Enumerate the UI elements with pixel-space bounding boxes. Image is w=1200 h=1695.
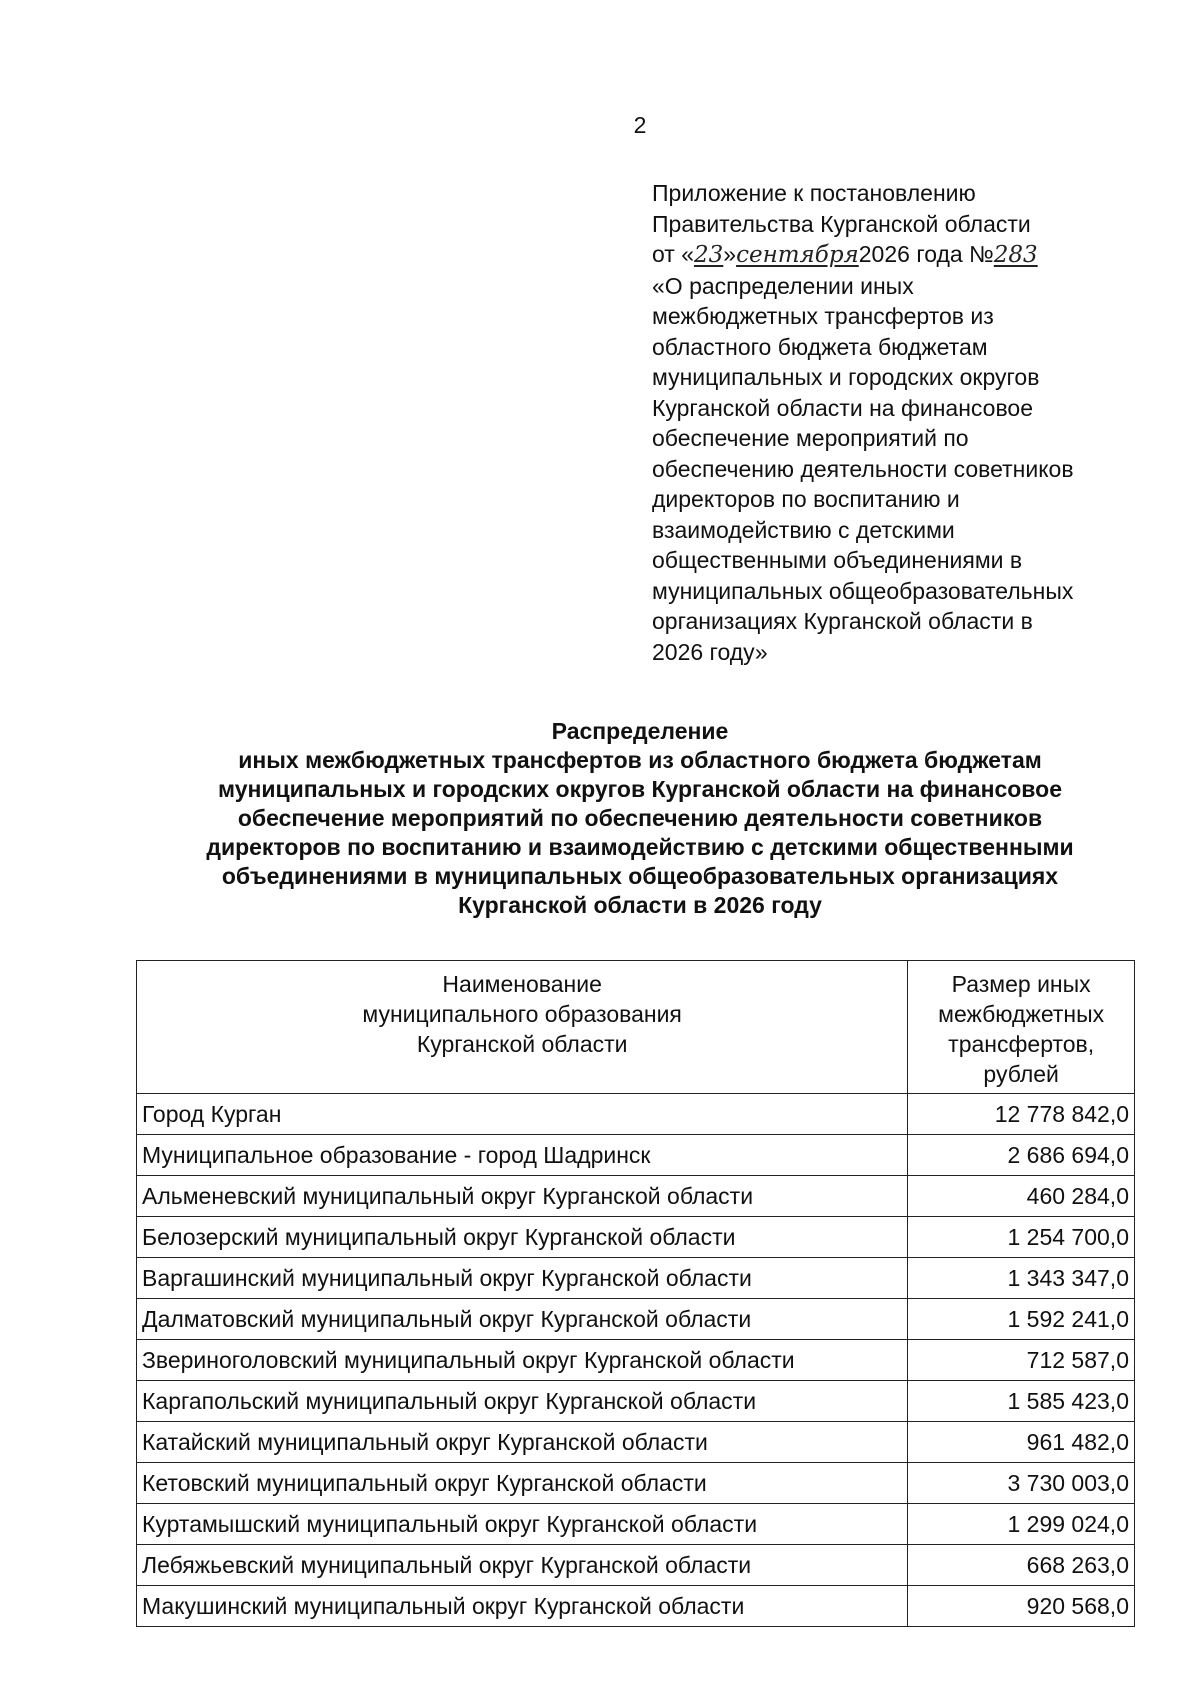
- date-mid: »: [723, 241, 737, 267]
- distribution-table: [136, 960, 1135, 1627]
- appendix-line: Приложение к постановлению: [652, 180, 976, 206]
- date-prefix: от «: [652, 241, 695, 267]
- table-row: [137, 1422, 1135, 1463]
- municipality-name: Муниципальное образование - город Шадринск: [137, 1135, 908, 1176]
- table-row: [137, 1504, 1135, 1545]
- header-line: трансфертов,: [948, 1031, 1095, 1057]
- municipality-name: Кетовский муниципальный округ Курганской области: [137, 1463, 908, 1504]
- page-number: 2: [633, 112, 647, 138]
- title-line: объединениями в муниципальных общеобразовательных организациях: [221, 863, 1059, 889]
- transfer-amount: 920 568,0: [908, 1586, 1135, 1627]
- header-line: Размер иных: [951, 971, 1091, 997]
- header-line: Наименование: [442, 971, 602, 997]
- municipality-name: Город Курган: [137, 1094, 908, 1135]
- municipality-name: Звериноголовский муниципальный округ Курганской области: [137, 1340, 908, 1381]
- appendix-line: директоров по воспитанию и: [652, 486, 960, 512]
- header-line: межбюджетных: [938, 1001, 1105, 1027]
- transfer-amount: 1 299 024,0: [908, 1504, 1135, 1545]
- title-line: Распределение: [551, 718, 729, 744]
- title-line: иных межбюджетных трансфертов из областного бюджета бюджетам: [238, 747, 1042, 773]
- appendix-line: областного бюджета бюджетам: [652, 333, 988, 360]
- transfer-amount: 1 254 700,0: [908, 1217, 1135, 1258]
- table-row: [137, 1463, 1135, 1504]
- appendix-line: обеспечению деятельности советников: [652, 455, 1074, 482]
- title-line: обеспечение мероприятий по обеспечению деятельности советников: [237, 805, 1043, 831]
- appendix-line: обеспечение мероприятий по: [652, 425, 969, 451]
- table-row: [137, 1217, 1135, 1258]
- municipality-name: Далматовский муниципальный округ Курганской области: [137, 1299, 908, 1340]
- appendix-line: организациях Курганской области в: [652, 608, 1033, 634]
- table-row: [137, 1258, 1135, 1299]
- table-row: [137, 1340, 1135, 1381]
- table-row: [137, 1094, 1135, 1135]
- transfer-amount: 1 585 423,0: [908, 1381, 1135, 1422]
- appendix-line: 2026 году»: [652, 638, 768, 665]
- table-row: [137, 1381, 1135, 1422]
- municipality-name: Куртамышский муниципальный округ Курганской области: [137, 1504, 908, 1545]
- table-row: [137, 1135, 1135, 1176]
- transfer-amount: 3 730 003,0: [908, 1463, 1135, 1504]
- appendix-line: Правительства Курганской области: [652, 210, 1031, 237]
- municipality-name: Белозерский муниципальный округ Курганской области: [137, 1217, 908, 1258]
- appendix-line: Курганской области на финансовое: [652, 394, 1034, 421]
- transfer-amount: 712 587,0: [908, 1340, 1135, 1381]
- transfer-amount: 1 343 347,0: [908, 1258, 1135, 1299]
- date-year-text: 2026 года №: [858, 241, 994, 267]
- table-header-row: [137, 961, 1135, 1094]
- handwritten-number: 283: [993, 242, 1038, 268]
- header-line: Курганской области: [416, 1031, 628, 1057]
- transfer-amount: 460 284,0: [908, 1176, 1135, 1217]
- transfer-amount: 1 592 241,0: [908, 1299, 1135, 1340]
- appendix-line: муниципальных общеобразовательных: [652, 577, 1074, 604]
- municipality-name: Варгашинский муниципальный округ Курганской области: [137, 1258, 908, 1299]
- title-line: муниципальных и городских округов Курганской области на финансовое: [217, 776, 1062, 802]
- appendix-date-line: [652, 239, 1172, 271]
- table-row: [137, 1545, 1135, 1586]
- appendix-block: [652, 178, 1172, 667]
- appendix-line: межбюджетных трансфертов из: [652, 303, 994, 329]
- header-value-cell: [908, 961, 1135, 1094]
- municipality-name: Лебяжьевский муниципальный округ Курганской области: [137, 1545, 908, 1586]
- table-row: [137, 1299, 1135, 1340]
- appendix-line: «О распределении иных: [652, 272, 914, 299]
- transfer-amount: 12 778 842,0: [908, 1094, 1135, 1135]
- appendix-line: взаимодействию с детскими: [652, 516, 955, 543]
- transfer-amount: 961 482,0: [908, 1422, 1135, 1463]
- header-line: рублей: [983, 1061, 1059, 1087]
- transfer-amount: 2 686 694,0: [908, 1135, 1135, 1176]
- header-line: муниципального образования: [362, 1001, 682, 1027]
- document-title: [120, 717, 1160, 920]
- table-row: [137, 1586, 1135, 1627]
- title-line: директоров по воспитанию и взаимодействию с детскими общественными: [206, 834, 1074, 860]
- transfer-amount: 668 263,0: [908, 1545, 1135, 1586]
- handwritten-day: 23: [694, 242, 724, 268]
- appendix-line: муниципальных и городских округов: [652, 364, 1040, 390]
- municipality-name: Каргапольский муниципальный округ Курганской области: [137, 1381, 908, 1422]
- appendix-line: общественными объединениями в: [652, 547, 1023, 573]
- municipality-name: Альменевский муниципальный округ Курганской области: [137, 1176, 908, 1217]
- municipality-name: Катайский муниципальный округ Курганской области: [137, 1422, 908, 1463]
- title-line: Курганской области в 2026 году: [458, 892, 822, 918]
- handwritten-month: сентября: [736, 242, 859, 268]
- header-name-cell: [137, 961, 908, 1094]
- municipality-name: Макушинский муниципальный округ Курганской области: [137, 1586, 908, 1627]
- table-row: [137, 1176, 1135, 1217]
